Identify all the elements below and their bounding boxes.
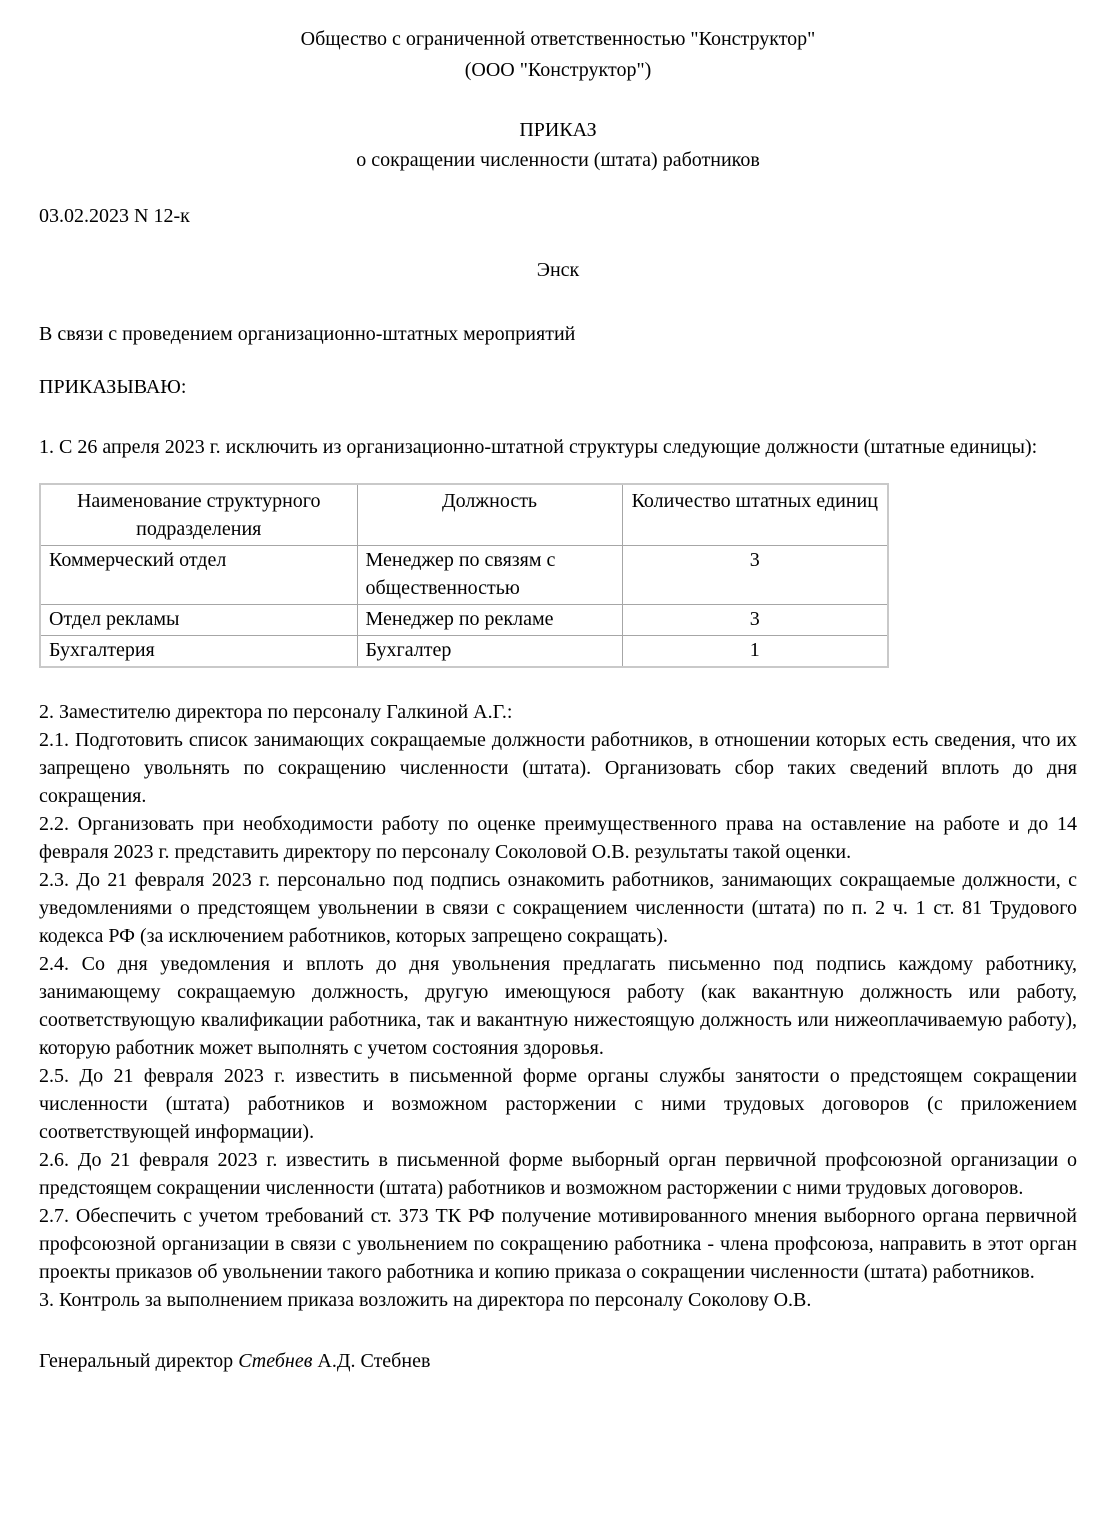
order-paragraph-2-5: 2.5. До 21 февраля 2023 г. известить в письменной форме органы службы занятости о предстоящем сокращении численности (штата) работников и возможном расторжении с ними трудовых договоров (с приложением соответствующей информации). bbox=[39, 1065, 1077, 1143]
order-paragraph-2-7: 2.7. Обеспечить с учетом требований ст. 373 ТК РФ получение мотивированного мнения выборного органа первичной профсоюзной организации в связи с увольнением по сокращению работника - члена профсоюза, направить в этот орган проекты приказов об увольнении такого работника и копию приказа о сокращении численности (штата) работников. bbox=[39, 1205, 1077, 1283]
signature-line bbox=[39, 1347, 1077, 1375]
table-cell-position: Менеджер по рекламе bbox=[357, 605, 622, 636]
doc-city: Энск bbox=[536, 259, 580, 281]
table-cell-department: Бухгалтерия bbox=[40, 636, 357, 668]
table-cell-position: Бухгалтер bbox=[357, 636, 622, 668]
order-paragraph-2-4: 2.4. Со дня уведомления и вплоть до дня увольнения предлагать письменно под подпись каждому работнику, занимающему сокращаемую должность, другую имеющуюся работу (как вакантную должность или работу, соответствующую квалификации работника, так и вакантную нижестоящую должность или нижеоплачиваемую работу), которую работник может выполнять с учетом состояния здоровья. bbox=[39, 953, 1077, 1059]
order-paragraph-2-3: 2.3. До 21 февраля 2023 г. персонально под подпись ознакомить работников, занимающих сокращаемые должности, с уведомлениями о предстоящем увольнении в связи с сокращением численности (штата) по п. 2 ч. 1 ст. 81 Трудового кодекса РФ (за исключением работников, которых запрещено сокращать). bbox=[39, 869, 1077, 947]
table-header-department: Наименование структурного подразделения bbox=[40, 484, 357, 546]
table-cell-department: Коммерческий отдел bbox=[40, 546, 357, 605]
doc-title: ПРИКАЗ bbox=[519, 119, 597, 141]
doc-title-block bbox=[39, 115, 1077, 175]
table-header-position: Должность bbox=[357, 484, 622, 546]
table-cell-department: Отдел рекламы bbox=[40, 605, 357, 636]
table-header-row bbox=[40, 484, 888, 546]
order-paragraph-2: 2. Заместителю директора по персоналу Галкиной А.Г.: bbox=[39, 701, 513, 723]
doc-subtitle: о сокращении численности (штата) работников bbox=[356, 149, 760, 171]
order-paragraph-3: 3. Контроль за выполнением приказа возложить на директора по персоналу Соколову О.В. bbox=[39, 1289, 812, 1311]
order-item-1: 1. С 26 апреля 2023 г. исключить из организационно-штатной структуры следующие должности (штатные единицы): bbox=[39, 436, 1038, 458]
table-row bbox=[40, 636, 888, 668]
org-header bbox=[39, 24, 1077, 86]
signature-name: А.Д. Стебнев bbox=[317, 1350, 431, 1372]
preamble-text: В связи с проведением организационно-штатных мероприятий bbox=[39, 323, 576, 345]
org-name-full: Общество с ограниченной ответственностью "Конструктор" bbox=[300, 28, 816, 50]
table-row bbox=[40, 546, 888, 605]
table-header-quantity: Количество штатных единиц bbox=[622, 484, 888, 546]
order-paragraph-2-6: 2.6. До 21 февраля 2023 г. известить в письменной форме выборный орган первичной профсоюзной организации о предстоящем сокращении численности (штата) работников и возможном расторжении с ними трудовых договоров. bbox=[39, 1149, 1077, 1199]
staff-reduction-table bbox=[39, 483, 889, 668]
order-paragraph-2-1: 2.1. Подготовить список занимающих сокращаемые должности работников, в отношении которых есть сведения, что их запрещено увольнять по сокращению численности (штата). Организовать сбор таких сведений вплоть до дня сокращения. bbox=[39, 729, 1077, 807]
table-row bbox=[40, 605, 888, 636]
table-cell-quantity: 3 bbox=[622, 546, 888, 605]
table-cell-quantity: 1 bbox=[622, 636, 888, 668]
order-paragraph-2-2: 2.2. Организовать при необходимости работу по оценке преимущественного права на оставление на работе и до 14 февраля 2023 г. представить директору по персоналу Соколовой О.В. результаты такой оценки. bbox=[39, 813, 1077, 863]
signature-name-facsimile: Стебнев bbox=[238, 1350, 313, 1372]
order-keyword: ПРИКАЗЫВАЮ: bbox=[39, 376, 187, 398]
doc-date-number: 03.02.2023 N 12-к bbox=[39, 205, 190, 227]
table-cell-quantity: 3 bbox=[622, 605, 888, 636]
table-cell-position: Менеджер по связям с общественностью bbox=[357, 546, 622, 605]
signature-role: Генеральный директор bbox=[39, 1350, 234, 1372]
order-items-block bbox=[39, 698, 1077, 1314]
org-name-short: (ООО "Конструктор") bbox=[464, 59, 652, 81]
